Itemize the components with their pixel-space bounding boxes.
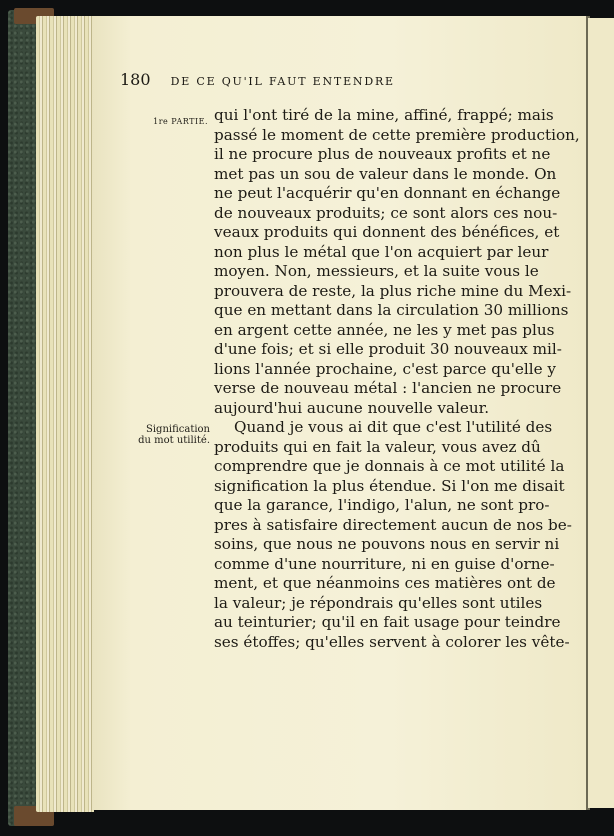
text-line: de nouveaux produits; ce sont alors ces nou-	[214, 203, 558, 222]
text-line: pres à satisfaire directement aucun de nos be-	[214, 515, 572, 534]
running-head	[120, 70, 470, 89]
text-line: d'une fois; et si elle produit 30 nouveaux mil-	[214, 340, 562, 358]
text-line: la valeur; je répondrais qu'elles sont utiles	[214, 593, 543, 612]
text-line: au teinturier; qu'il en fait usage pour teindre	[214, 613, 561, 631]
text-line: il ne procure plus de nouveaux profits et ne	[214, 145, 551, 163]
text-line: ses étoffes; qu'elles servent à colorer les vête-	[214, 632, 570, 651]
text-line: soins, que nous ne pouvons nous en servir ni	[214, 535, 560, 553]
text-line: en argent cette année, ne les y met pas plus	[214, 320, 555, 339]
text-line: produits qui en fait la valeur, vous avez dû	[214, 437, 541, 456]
text-line: Quand je vous ai dit que c'est l'utilité des	[234, 418, 553, 436]
text-line: met pas un sou de valeur dans le monde. On	[214, 164, 557, 183]
body-text	[214, 106, 580, 652]
text-line: non plus le métal que l'on acquiert par leur	[214, 242, 549, 261]
margin-note-signification	[130, 424, 210, 446]
text-line: verse de nouveau métal : l'ancien ne procure	[214, 379, 562, 397]
text-line: comme d'une nourriture, ni en guise d'orne-	[214, 554, 555, 573]
margin-note-line: du mot utilité.	[138, 435, 210, 446]
facing-page-edge	[588, 18, 614, 808]
margin-note-line: Signification	[146, 424, 210, 435]
text-line: ment, et que néanmoins ces matières ont de	[214, 574, 556, 592]
text-line: comprendre que je donnais à ce mot utilité la	[214, 457, 565, 475]
text-line: passé le moment de cette première production,	[214, 125, 580, 144]
running-title: DE CE QU'IL FAUT ENTENDRE	[170, 75, 395, 88]
text-line: que la garance, l'indigo, l'alun, ne sont pro-	[214, 496, 550, 514]
page-number: 180	[120, 70, 151, 89]
margin-note-part: 1re PARTIE.	[153, 117, 208, 126]
text-line: signification la plus étendue. Si l'on me disait	[214, 476, 565, 495]
text-line: veaux produits qui donnent des bénéfices, et	[214, 223, 560, 241]
text-line: ne peut l'acquérir qu'en donnant en échange	[214, 184, 561, 202]
text-line: prouvera de reste, la plus riche mine du Mexi-	[214, 281, 572, 300]
text-line: que en mettant dans la circulation 30 millions	[214, 301, 569, 319]
text-line: moyen. Non, messieurs, et la suite vous le	[214, 262, 539, 280]
text-line: aujourd'hui aucune nouvelle valeur.	[214, 398, 490, 417]
text-line: lions l'année prochaine, c'est parce qu'elle y	[214, 359, 556, 378]
page-edges-stack	[36, 16, 94, 812]
text-line: qui l'ont tiré de la mine, affiné, frappé; mais	[214, 106, 554, 124]
